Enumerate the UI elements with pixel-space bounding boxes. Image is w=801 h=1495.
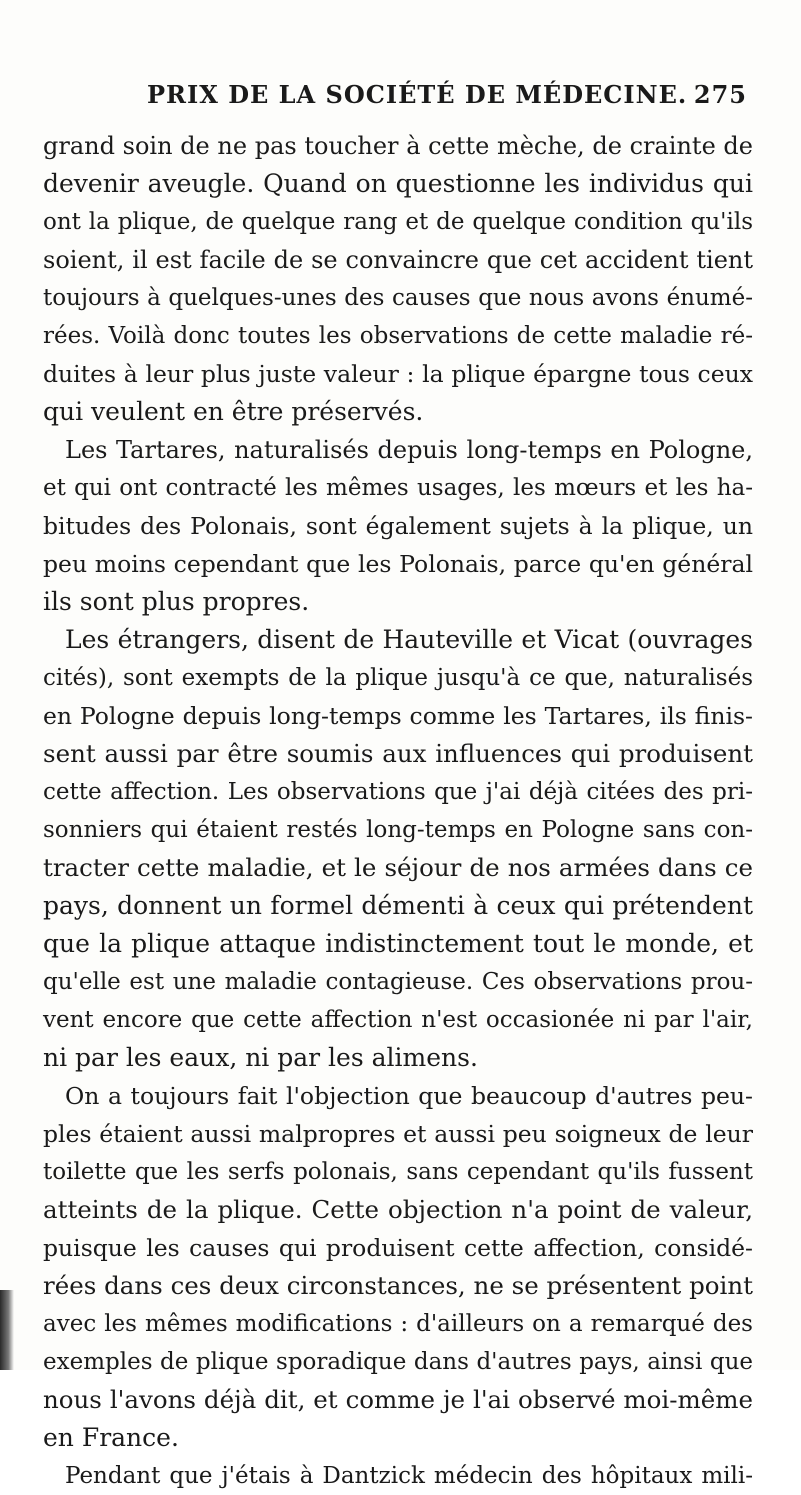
text-line: en Pologne depuis long-temps comme les Tartares, ils finis- [43,702,753,730]
text-line: et qui ont contracté les mêmes usages, les mœurs et les ha- [43,475,753,501]
text-line: peu moins cependant que les Polonais, parce qu'en général [43,550,753,578]
text-line: ils sont plus propres. [43,587,310,616]
text-line: ont la plique, de quelque rang et de quelque condition qu'ils [43,209,753,235]
text-line: avec les mêmes modifications : d'ailleurs on a remarqué des [43,1311,753,1337]
running-head [147,80,747,116]
text-line: toilette que les serfs polonais, sans cependant qu'ils fussent [43,1159,753,1185]
text-line: qu'elle est une maladie contagieuse. Ces observations prou- [43,969,753,995]
text-line: duites à leur plus juste valeur : la plique épargne tous ceux [43,360,753,388]
text-line: devenir aveugle. Quand on questionne les individus qui [43,169,753,198]
text-line: atteints de la plique. Cette objection n'a point de valeur, [43,1195,753,1224]
text-line: ni par les eaux, ni par les alimens. [43,1043,478,1072]
text-line: On a toujours fait l'objection que beaucoup d'autres peu- [65,1082,753,1110]
text-line: rées. Voilà donc toutes les observations de cette maladie ré- [43,323,753,349]
text-line: en France. [43,1423,179,1452]
running-head-title: PRIX DE LA SOCIÉTÉ DE MÉDECINE. [147,80,688,109]
page-edge-shadow [0,1290,14,1370]
text-line: puisque les causes qui produisent cette affection, considé- [43,1234,753,1262]
text-line: tracter cette maladie, et le séjour de nos armées dans ce [43,853,753,882]
text-line: rées dans ces deux circonstances, ne se présentent point [43,1271,753,1300]
text-line: sent aussi par être soumis aux influences qui produisent [43,739,753,768]
text-line: Pendant que j'étais à Dantzick médecin des hôpitaux mili- [65,1463,753,1489]
text-line: cités), sont exempts de la plique jusqu'à ce que, naturalisés [43,665,753,691]
text-line: cette affection. Les observations que j'ai déjà citées des pri- [43,779,753,805]
text-line: vent encore que cette affection n'est occasionée ni par l'air, [43,1007,753,1033]
page-number: 275 [693,80,747,109]
text-line: Les étrangers, disent de Hauteville et Vicat (ouvrages [65,625,753,654]
text-line: bitudes des Polonais, sont également sujets à la plique, un [43,512,753,540]
text-line: exemples de plique sporadique dans d'autres pays, ainsi que [43,1349,753,1375]
text-line: soient, il est facile de se convaincre que cet accident tient [43,246,753,274]
text-line: nous l'avons déjà dit, et comme je l'ai observé moi-même [43,1385,753,1414]
text-line: toujours à quelques-unes des causes que nous avons énumé- [43,285,753,311]
text-line: sonniers qui étaient restés long-temps en Pologne sans con- [43,817,753,843]
text-line: ples étaient aussi malpropres et aussi peu soigneux de leur [43,1120,753,1148]
text-line: pays, donnent un formel démenti à ceux qui prétendent [43,891,753,920]
text-line: que la plique attaque indistinctement tout le monde, et [43,929,753,958]
body-text [43,127,753,1495]
text-line: grand soin de ne pas toucher à cette mèche, de crainte de [43,132,753,160]
text-line: qui veulent en être préservés. [43,397,424,426]
text-line: Les Tartares, naturalisés depuis long-temps en Pologne, [65,436,753,464]
